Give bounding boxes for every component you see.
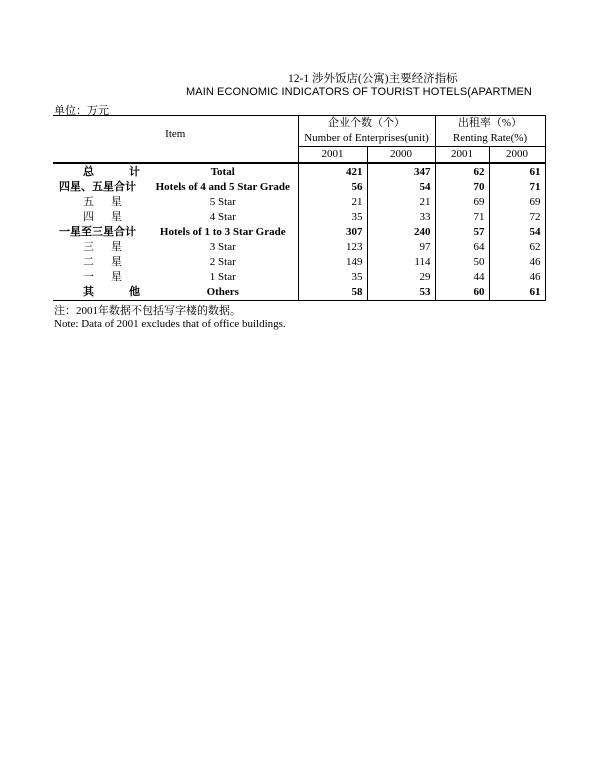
row-label-english: 5 Star	[148, 195, 298, 210]
year-header-ent-2000: 2000	[367, 147, 435, 164]
row-label-english: 1 Star	[148, 270, 298, 285]
rate-2000-cell: 61	[489, 285, 545, 301]
year-header-spacer	[53, 147, 298, 164]
rate-2001-cell: 62	[435, 163, 489, 180]
enterprises-2001-cell: 56	[298, 180, 367, 195]
row-label-chinese	[53, 255, 148, 270]
row-label-chinese	[53, 270, 148, 285]
table-row	[53, 285, 545, 301]
enterprises-2001-cell: 35	[298, 270, 367, 285]
table-row	[53, 255, 545, 270]
rate-2001-cell: 69	[435, 195, 489, 210]
enterprises-2000-cell: 53	[367, 285, 435, 301]
enterprises-2000-cell: 240	[367, 225, 435, 240]
rate-2000-cell: 61	[489, 163, 545, 180]
table-title-chinese: 12-1 涉外饭店(公寓)主要经济指标	[288, 73, 458, 85]
table-row	[53, 240, 545, 255]
rate-2001-cell: 70	[435, 180, 489, 195]
row-label-chinese: 一星至三星合计	[59, 226, 136, 238]
rate-2000-cell: 62	[489, 240, 545, 255]
row-label-chinese-second: 星	[111, 196, 122, 208]
enterprises-2001-cell: 149	[298, 255, 367, 270]
row-label-chinese-second: 星	[111, 211, 122, 223]
enterprises-2000-cell: 347	[367, 163, 435, 180]
row-label-chinese-first: 总	[83, 166, 94, 178]
row-label-english: 2 Star	[148, 255, 298, 270]
rate-header-en: Renting Rate(%)	[435, 131, 545, 147]
row-label-chinese-second: 计	[129, 166, 140, 178]
table-body	[53, 163, 545, 301]
row-label-chinese	[53, 163, 148, 180]
row-label-chinese-first: 四	[83, 211, 94, 223]
enterprises-2001-cell: 21	[298, 195, 367, 210]
row-label-chinese	[53, 195, 148, 210]
rate-2000-cell: 71	[489, 180, 545, 195]
table-title-english: MAIN ECONOMIC INDICATORS OF TOURIST HOTELS(APARTMEN	[186, 86, 532, 98]
row-label-chinese-second: 星	[111, 256, 122, 268]
row-label-chinese-second: 星	[111, 271, 122, 283]
rate-2001-cell: 64	[435, 240, 489, 255]
enterprises-header-cn: 企业个数（个）	[298, 116, 435, 132]
enterprises-2001-cell: 123	[298, 240, 367, 255]
rate-2000-cell: 69	[489, 195, 545, 210]
row-label-chinese: 四星、五星合计	[59, 181, 136, 193]
row-label-chinese-first: 一	[83, 271, 94, 283]
enterprises-2000-cell: 54	[367, 180, 435, 195]
table-row	[53, 225, 545, 240]
rate-2001-cell: 71	[435, 210, 489, 225]
row-label-english: Hotels of 4 and 5 Star Grade	[148, 180, 298, 195]
indicators-table	[53, 115, 546, 301]
row-label-chinese-second: 他	[129, 286, 140, 298]
enterprises-2001-cell: 307	[298, 225, 367, 240]
row-label-english: Others	[148, 285, 298, 301]
rate-2000-cell: 46	[489, 255, 545, 270]
table-row	[53, 180, 545, 195]
enterprises-2000-cell: 21	[367, 195, 435, 210]
enterprises-2000-cell: 29	[367, 270, 435, 285]
table-row	[53, 163, 545, 180]
rate-2001-cell: 57	[435, 225, 489, 240]
year-header-rate-2000: 2000	[489, 147, 545, 164]
row-label-chinese-first: 其	[83, 286, 94, 298]
rate-2000-cell: 72	[489, 210, 545, 225]
enterprises-2000-cell: 33	[367, 210, 435, 225]
row-label-english: Total	[148, 163, 298, 180]
row-label-english: Hotels of 1 to 3 Star Grade	[148, 225, 298, 240]
enterprises-2001-cell: 35	[298, 210, 367, 225]
row-label-chinese	[53, 285, 148, 301]
row-label-chinese-first: 三	[83, 241, 94, 253]
rate-2001-cell: 50	[435, 255, 489, 270]
enterprises-2001-cell: 58	[298, 285, 367, 301]
enterprises-2000-cell: 114	[367, 255, 435, 270]
note-chinese: 注：2001年数据不包括写字楼的数据。	[54, 305, 241, 317]
rate-2000-cell: 46	[489, 270, 545, 285]
enterprises-header-en: Number of Enterprises(unit)	[298, 131, 435, 147]
row-label-chinese-second: 星	[111, 241, 122, 253]
row-label-english: 3 Star	[148, 240, 298, 255]
table-row	[53, 195, 545, 210]
item-header: Item	[53, 116, 298, 147]
row-label-chinese	[53, 210, 148, 225]
enterprises-2000-cell: 97	[367, 240, 435, 255]
rate-2000-cell: 54	[489, 225, 545, 240]
row-label-english: 4 Star	[148, 210, 298, 225]
unit-label: 单位：万元	[54, 105, 109, 117]
table-row	[53, 270, 545, 285]
rate-2001-cell: 44	[435, 270, 489, 285]
enterprises-2001-cell: 421	[298, 163, 367, 180]
rate-2001-cell: 60	[435, 285, 489, 301]
row-label-chinese-first: 五	[83, 196, 94, 208]
year-header-rate-2001: 2001	[435, 147, 489, 164]
row-label-chinese-first: 二	[83, 256, 94, 268]
table-row	[53, 210, 545, 225]
rate-header-cn: 出租率（%）	[435, 116, 545, 132]
year-header-ent-2001: 2001	[298, 147, 367, 164]
note-english: Note: Data of 2001 excludes that of office buildings.	[54, 318, 286, 330]
row-label-chinese	[53, 240, 148, 255]
